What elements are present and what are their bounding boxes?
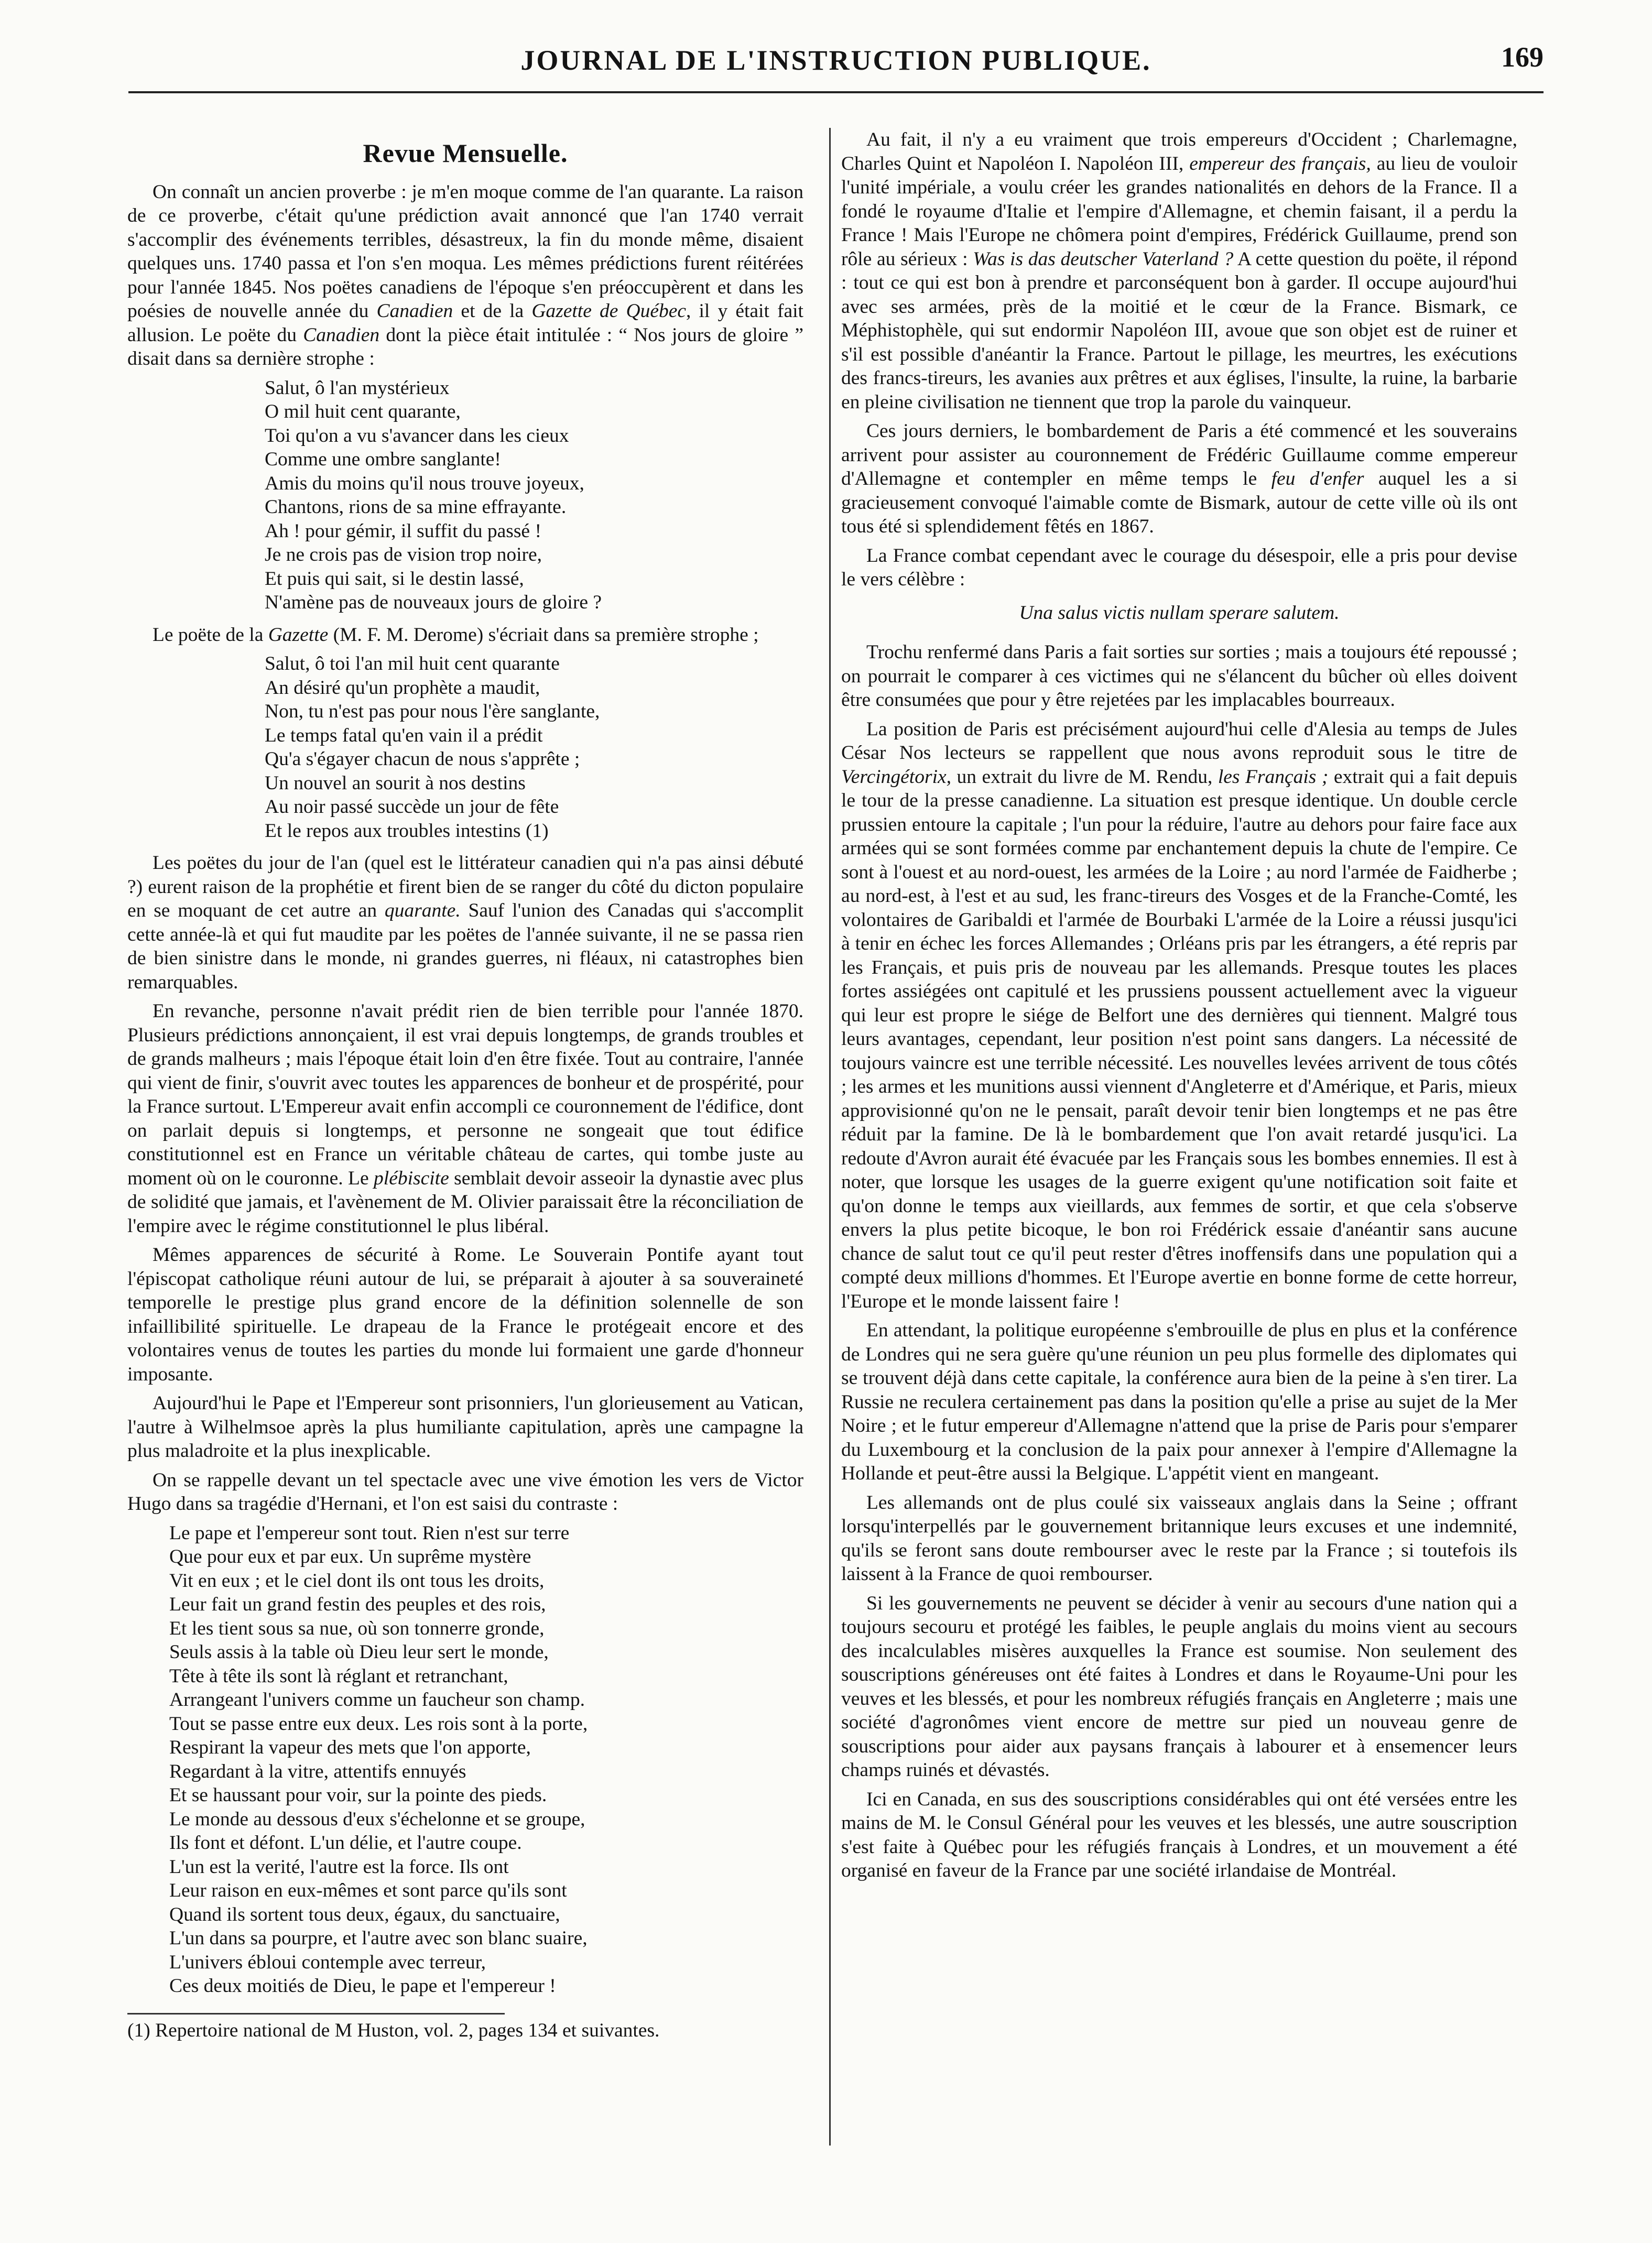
poem-line: Qu'a s'égayer chacun de nous s'apprête ; <box>265 748 580 770</box>
poem-line: Salut, ô l'an mystérieux <box>265 377 450 399</box>
right-column <box>841 128 1517 1888</box>
paragraph: Ces jours derniers, le bombardement de Paris a été commencé et les souverains arrivent pour assister au couronnement de Frédéric Guillaume comme empereur d'Allemagne et contempler en même temps le feu d'enfer auquel les a si gracieusement convoqué l'aimable comte de Bismark, autour de cette ville où ils ont tous été si splendidement fêtés en 1867. <box>841 420 1517 537</box>
paragraph: Ici en Canada, en sus des souscriptions considérables qui ont été versées entre les mains de M. le Consul Général pour les veuves et les blessés, une autre souscription s'est faite à Québec pour les réfugiés français à Londres, et un mouvement a été organisé en faveur de la France par une société irlandaise de Montréal. <box>841 1788 1517 1881</box>
poem-line: Tête à tête ils sont là réglant et retranchant, <box>169 1665 508 1687</box>
poem-line: O mil huit cent quarante, <box>265 401 461 422</box>
paragraph: La position de Paris est précisément aujourd'hui celle d'Alesia au temps de Jules César Nos lecteurs se rappellent que nous avons reproduit sous le titre de Vercingétorix, un extrait du livre de M. Rendu, les Français ; extrait qui a fait depuis le tour de la presse canadienne. La situation est presque identique. Un double cercle prussien entoure la capitale ; l'un pour la réduire, l'autre au dehors pour faire face aux armées qui se sont formées comme par enchantement depuis la chute de l'empire. Ce sont à l'ouest et au nord-ouest, les armées de la Loire ; au nord l'armée de Faidherbe ; au nord-est, à l'est et au sud, les franc-tireurs des Vosges et de la Franche-Comté, les volontaires de Garibaldi et l'armée de Bourbaki L'armée de la Loire a réussi jusqu'ici à tenir en échec les forces Allemandes ; Orléans pris par les étrangers, a été repris par les Français, et puis pris de nouveau par les allemands. Presque toutes les places fortes assiégées ont capitulé et les prussiens poussent actuellement avec la vigueur qui leur est propre le siége de Belfort une des dernières qui tiennent. Malgré tous leurs avantages, cependant, leur position n'est point sans dangers. La nécessité de toujours vaincre est une terrible nécessité. Les nouvelles levées arrivent de tous côtés ; les armes et les munitions aussi viennent d'Angleterre et d'Amérique, et Paris, mieux approvisionné qu'on ne le pensait, paraît devoir tenir bien longtemps et ne pas être réduit par la famine. De là le bombardement que l'on avait retardé jusqu'ici. La redoute d'Avron aurait été évacuée par les Français sous les bombes ennemies. Il est à noter, que lorsque les usages de la guerre exigent qu'une notification soit faite et qu'on donne le temps aux vieillards, aux femmes de sortir, et que cela s'observe envers la plus petite bicoque, le bon roi Frédérick essaie d'anéantir sans aucune chance de salut tout ce qu'il peut rester d'êtres inoffensifs dans une population qui a compté deux millions d'hommes. Et l'Europe avertie en bonne forme de cette horreur, l'Europe et le monde laissent faire ! <box>841 718 1518 1312</box>
poem-line: L'un dans sa pourpre, et l'autre avec son blanc suaire, <box>169 1928 588 1949</box>
paragraph: La France combat cependant avec le courage du désespoir, elle a pris pour devise le vers célèbre : <box>841 545 1517 590</box>
poem-line: Comme une ombre sanglante! <box>265 449 501 470</box>
latin-motto: Una salus victis nullam sperare salutem. <box>1019 602 1340 624</box>
poem-line: Je ne crois pas de vision trop noire, <box>265 544 542 565</box>
paragraph: Le poëte de la Gazette (M. F. M. Derome) s'écriait dans sa première strophe ; <box>153 624 759 646</box>
poem-line: Et puis qui sait, si le destin lassé, <box>265 568 524 590</box>
page-number: 169 <box>1501 41 1544 73</box>
poem-line: Et se haussant pour voir, sur la pointe des pieds. <box>169 1784 547 1806</box>
left-column <box>127 128 803 2048</box>
page-header <box>128 41 1544 99</box>
poem-line: Le monde au dessous d'eux s'échelonne et se groupe, <box>169 1808 585 1830</box>
poem-hernani <box>127 1521 803 1998</box>
poem-line: Non, tu n'est pas pour nous l'ère sanglante, <box>265 701 600 722</box>
running-title: JOURNAL DE L'INSTRUCTION PUBLIQUE. <box>520 45 1151 76</box>
paragraph: Trochu renfermé dans Paris a fait sorties sur sorties ; mais a toujours été repoussé ; on pourrait le comparer à ces victimes qui ne s'élancent du bûcher où elles doivent être consumées que pour y être rejetées par les implacables bourreaux. <box>841 641 1517 711</box>
poem-line: An désiré qu'un prophète a maudit, <box>265 677 540 699</box>
poem-line: Respirant la vapeur des mets que l'on apporte, <box>169 1737 531 1758</box>
footnote-rule <box>127 2013 505 2015</box>
column-divider <box>829 128 831 2146</box>
paragraph: Mêmes apparences de sécurité à Rome. Le Souverain Pontife ayant tout l'épiscopat catholique réuni autour de lui, se préparait à ajouter à sa souveraineté temporelle le prestige plus grand encore de la définition solennelle de son infaillibilité spirituelle. Le drapeau de la France le protégeait encore et des volontaires venus de toutes les parties du monde lui formaient une garde d'honneur imposante. <box>127 1244 803 1385</box>
section-title: Revue Mensuelle. <box>363 138 568 168</box>
paragraph: En revanche, personne n'avait prédit rien de bien terrible pour l'année 1870. Plusieurs prédictions annonçaient, il est vrai depuis longtemps, de grands troubles et de grands malheurs ; mais l'époque était loin d'en être fixée. Tout au contraire, l'année qui vient de finir, s'ouvrit avec toutes les apparences de bonheur et de prospérité, pour la France surtout. L'Empereur avait enfin accompli ce couronnement de l'édifice, dont on parlait depuis si longtemps, et personne ne songeait que tout édifice constitutionnel est en France un véritable château de cartes, qui tombe juste au moment où on le couronne. Le plébiscite semblait devoir asseoir la dynastie avec plus de solidité que jamais, et l'avènement de M. Olivier paraissait être la réconciliation de l'empire avec le régime constitutionnel le plus libéral. <box>127 1000 803 1237</box>
poem-line: Et les tient sous sa nue, où son tonnerre gronde, <box>169 1617 545 1639</box>
paragraph: En attendant, la politique européenne s'embrouille de plus en plus et la conférence de Londres qui ne sera guère qu'une réunion un peu plus formelle des diplomates qui se trouvent déjà dans cette capitale, la conférence aura bien de la peine à s'en tirer. La Russie ne reculera certainement pas dans la position qu'elle a prise au sujet de la Mer Noire ; et le futur empereur d'Allemagne n'attend que la prise de Paris pour s'emparer du Luxembourg et la conclusion de la paix pour annexer à l'empire d'Allemagne la Hollande et peut-être aussi la Belgique. L'appétit vient en mangeant. <box>841 1320 1517 1484</box>
poem-line: Que pour eux et par eux. Un suprême mystère <box>169 1546 531 1567</box>
poem-line: Tout se passe entre eux deux. Les rois sont à la porte, <box>169 1713 588 1735</box>
poem-line: Au noir passé succède un jour de fête <box>265 796 559 818</box>
poem-line: Et le repos aux troubles intestins (1) <box>265 820 549 842</box>
poem-line: Arrangeant l'univers comme un faucheur son champ. <box>169 1689 585 1711</box>
poem-line: Ces deux moitiés de Dieu, le pape et l'empereur ! <box>169 1975 556 1997</box>
paragraph: Au fait, il n'y a eu vraiment que trois empereurs d'Occident ; Charlemagne, Charles Quint et Napoléon I. Napoléon III, empereur des français, au lieu de vouloir l'unité impériale, a voulu créer les grandes nationalités en dehors de la France. Il a fondé le royaume d'Italie et l'empire d'Allemagne, et chemin faisant, il a perdu la France ! Mais l'Europe ne chômera point d'empires, Frédérick Guillaume, prend son rôle au sérieux : Was is das deutscher Vaterland ? A cette question du poëte, il répond : tout ce qui est bon à prendre et parconséquent bon à garder. Il occupe aujourd'hui avec ses armées, près de la moitié et le cœur de la France. Bismark, ce Méphistophèle, qui sut endormir Napoléon III, avoue que son objet est de ruiner et s'il est possible d'anéantir la France. Partout le pillage, les meurtres, les exécutions des francs-tireurs, les avanies aux prêtres et aux églises, l'insulte, la ruine, la barbarie en pleine civilisation ne tiennent que trop la parole du vainqueur. <box>841 129 1518 413</box>
paragraph: On se rappelle devant un tel spectacle avec une vive émotion les vers de Victor Hugo dans sa tragédie d'Hernani, et l'on est saisi du contraste : <box>127 1469 803 1515</box>
poem-line: Toi qu'on a vu s'avancer dans les cieux <box>265 424 569 447</box>
poem-line: L'un est la verité, l'autre est la force. Ils ont <box>169 1856 509 1878</box>
poem-line: Chantons, rions de sa mine effrayante. <box>265 496 567 518</box>
footnote: (1) Repertoire national de M Huston, vol. 2, pages 134 et suivantes. <box>127 2019 660 2041</box>
paragraph: Aujourd'hui le Pape et l'Empereur sont prisonniers, l'un glorieusement au Vatican, l'autre à Wilhelmsoe après la plus humiliante capitulation, après une campagne la plus maladroite et la plus inexplicable. <box>127 1392 803 1462</box>
poem-line: Ah ! pour gémir, il suffit du passé ! <box>265 520 541 542</box>
paragraph: Si les gouvernements ne peuvent se décider à venir au secours d'une nation qui a toujours secouru et protégé les faibles, le peuple anglais du moins vient au secours des incalculables misères auxquelles la France est soumise. Non seulement des souscriptions généreuses ont été faites à Londres et dans le Royaume-Uni pour les veuves et les blessés, et pour les nombreux réfugiés français en Angleterre ; mais une société d'agronômes vient encore de mettre sur pied un nouveau genre de souscriptions pour aider aux paysans français à labourer et à ensemencer leurs champs ruinés et dévastés. <box>841 1592 1517 1781</box>
poem-line: Salut, ô toi l'an mil huit cent quarante <box>265 653 560 674</box>
poem-line: N'amène pas de nouveaux jours de gloire ? <box>265 592 602 613</box>
paragraph: Les poëtes du jour de l'an (quel est le littérateur canadien qui n'a pas ainsi débuté ?) eurent raison de la prophétie et firent bien de se ranger du côté du dicton populaire en se moquant de cet autre an quarante. Sauf l'union des Canadas qui s'accomplit cette année-là et qui fut maudite par les poëtes de l'année suivante, il ne se passa rien de bien sinistre dans le monde, ni grandes guerres, ni fléaux, ni catastrophes bien remarquables. <box>127 852 804 993</box>
poem-gazette <box>127 652 803 843</box>
header-rule <box>128 91 1544 93</box>
paragraph: On connaît un ancien proverbe : je m'en moque comme de l'an quarante. La raison de ce proverbe, c'était qu'une prédiction avait annoncé que l'an 1740 verrait s'accomplir des événements terribles, désastreux, la fin du monde même, disaient quelques uns. 1740 passa et l'on s'en moqua. Les mêmes prédictions furent réitérées pour l'année 1845. Nos poëtes canadiens de l'époque s'en préoccupèrent et dans les poésies de nouvelle année du Canadien et de la Gazette de Québec, il y était fait allusion. Le poëte du Canadien dont la pièce était intitulée : “ Nos jours de gloire ” disait dans sa dernière strophe : <box>127 181 804 369</box>
poem-line: L'univers ébloui contemple avec terreur, <box>169 1951 486 1973</box>
paragraph: Les allemands ont de plus coulé six vaisseaux anglais dans la Seine ; offrant lorsqu'interpellés par le gouvernement britannique leurs excuses et une indemnité, qu'ils se feront sans doute rembourser avec le reste par la France ; si toutefois ils laissent à la France de quoi rembourser. <box>841 1491 1517 1585</box>
poem-line: Quand ils sortent tous deux, égaux, du sanctuaire, <box>169 1903 560 1925</box>
poem-line: Regardant à la vitre, attentifs ennuyés <box>169 1760 466 1782</box>
poem-line: Le pape et l'empereur sont tout. Rien n'est sur terre <box>169 1522 570 1544</box>
poem-line: Le temps fatal qu'en vain il a prédit <box>265 724 543 746</box>
poem-line: Vit en eux ; et le ciel dont ils ont tous les droits, <box>169 1570 545 1592</box>
poem-canadien <box>127 376 803 615</box>
poem-line: Un nouvel an sourit à nos destins <box>265 772 526 794</box>
poem-line: Leur raison en eux-mêmes et sont parce qu'ils sont <box>169 1880 567 1901</box>
poem-line: Leur fait un grand festin des peuples et des rois, <box>169 1594 546 1615</box>
poem-line: Seuls assis à la table où Dieu leur sert le monde, <box>169 1641 549 1663</box>
poem-line: Ils font et défont. L'un délie, et l'autre coupe. <box>169 1832 522 1854</box>
poem-line: Amis du moins qu'il nous trouve joyeux, <box>265 472 584 494</box>
